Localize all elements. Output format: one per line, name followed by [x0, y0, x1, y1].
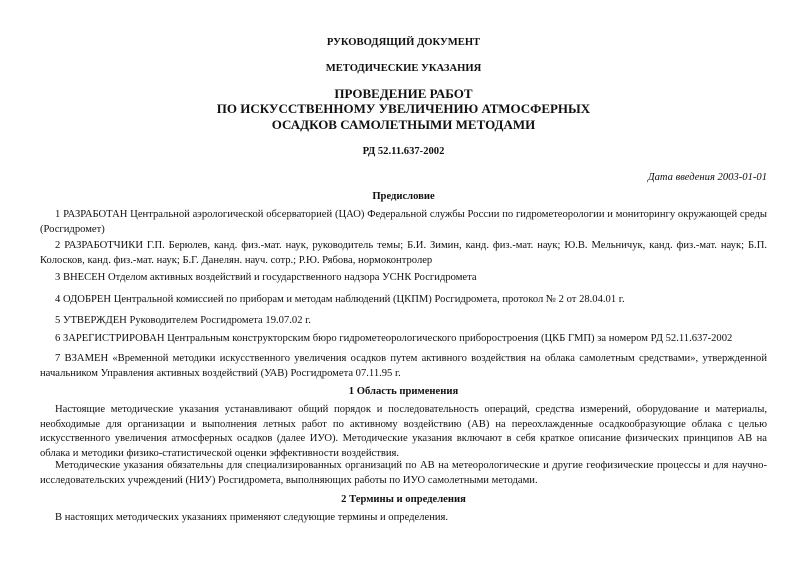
preface-item-5: 5 УТВЕРЖДЕН Руководителем Росгидромета 19.07.02 г.: [55, 315, 311, 326]
preface-item-1: 1 РАЗРАБОТАН Центральной аэрологической обсерваторией (ЦАО) Федеральной службы России по гидрометеорологии и мониторингу окружающей среды (Росгидромет): [40, 209, 767, 235]
preface-heading: Предисловие: [372, 191, 435, 202]
doc-kind-heading: МЕТОДИЧЕСКИЕ УКАЗАНИЯ: [325, 63, 482, 74]
doc-type-heading: РУКОВОДЯЩИЙ ДОКУМЕНТ: [326, 37, 481, 48]
section-2-heading: 2 Термины и определения: [341, 494, 466, 505]
intro-date: Дата введения 2003-01-01: [647, 172, 767, 183]
doc-title-line-2: ПО ИСКУССТВЕННОМУ УВЕЛИЧЕНИЮ АТМОСФЕРНЫХ: [216, 101, 591, 116]
section-1-heading: 1 Область применения: [348, 386, 459, 397]
doc-title-line-1: ПРОВЕДЕНИЕ РАБОТ: [334, 86, 473, 101]
section-2-paragraph-1: В настоящих методических указаниях применяют следующие термины и определения.: [55, 512, 449, 523]
preface-item-4: 4 ОДОБРЕН Центральной комиссией по приборам и методам наблюдений (ЦКПМ) Росгидромета, протокол № 2 от 28.04.01 г.: [55, 294, 625, 305]
doc-number: РД 52.11.637-2002: [362, 146, 445, 157]
section-1-paragraph-1: Настоящие методические указания устанавливают общий порядок и последовательность операций, средства измерений, оборудование и материалы, необходимые для организации и выполнения летных работ по активному воздействию (АВ) на переохлажденные осадкообразующие облака с целью искусственного увеличения атмосферных осадков (далее ИУО). Методические указания включают в себя краткое описание физических принципов АВ на облака и методики физико-статистической оценки эффективности воздействия.: [40, 404, 767, 459]
preface-item-7: 7 ВЗАМЕН «Временной методики искусственного увеличения осадков путем активного воздействия на облака самолетным средствами», утвержденной начальником Управления активных воздействий (УАВ) Росгидромета 07.11.95 г.: [40, 353, 767, 379]
section-1-paragraph-2: Методические указания обязательны для специализированных организаций по АВ на метеорологические и другие геофизические процессы и для научно-исследовательских учреждений (НИУ) Росгидромета, выполняющих работы по ИУО самолетными методами.: [40, 460, 767, 486]
preface-item-6: 6 ЗАРЕГИСТРИРОВАН Центральным конструкторским бюро гидрометеорологического приборостроения (ЦКБ ГМП) за номером РД 52.11.637-2002: [55, 333, 733, 344]
doc-title-line-3: ОСАДКОВ САМОЛЕТНЫМИ МЕТОДАМИ: [271, 117, 536, 132]
preface-item-2: 2 РАЗРАБОТЧИКИ Г.П. Берюлев, канд. физ.-мат. наук, руководитель темы; Б.И. Зимин, канд. физ.-мат. наук; Ю.В. Мельничук, канд. физ.-мат. наук; Б.П. Колосков, канд. физ.-мат. наук; Б.Г. Данелян. науч. сотр.; Р.Ю. Рябова, нормоконтролер: [40, 240, 767, 266]
preface-item-3: 3 ВНЕСЕН Отделом активных воздействий и государственного надзора УСНК Росгидромета: [55, 272, 477, 283]
